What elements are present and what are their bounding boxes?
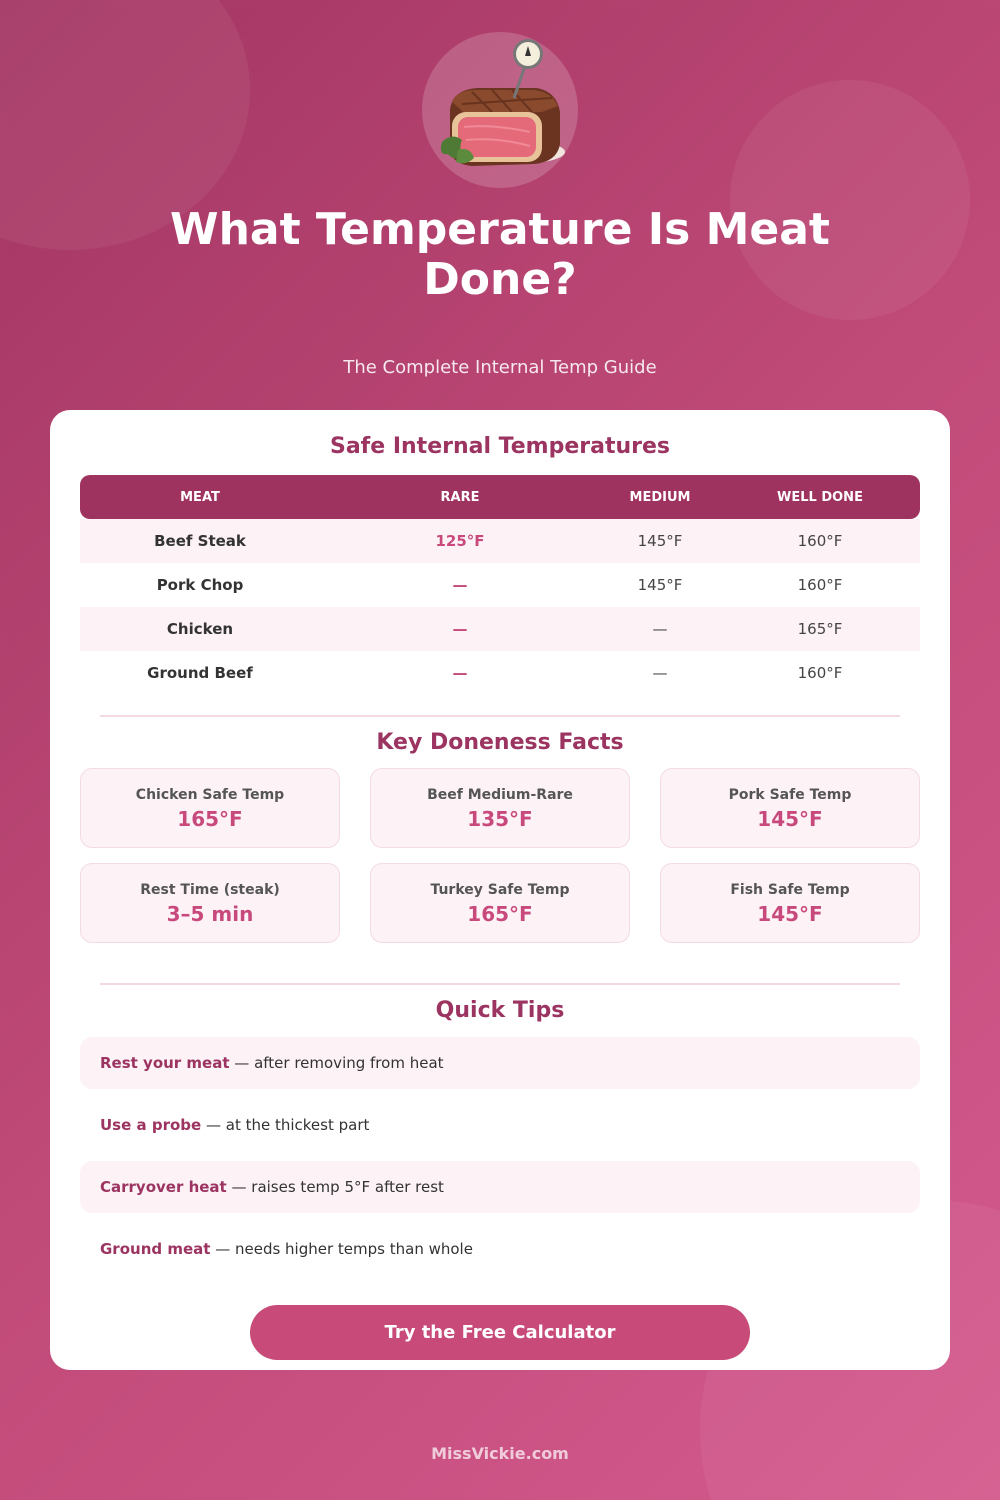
facts-grid	[80, 768, 920, 943]
well-done-cell: 160°F	[797, 664, 843, 682]
tip-description: after removing from heat	[254, 1054, 444, 1072]
table-row	[80, 519, 920, 563]
column-header-medium: MEDIUM	[629, 489, 691, 505]
tip-item	[80, 1037, 920, 1089]
well-done-cell: 160°F	[797, 532, 843, 550]
tip-separator: —	[201, 1116, 226, 1134]
tip-separator: —	[210, 1240, 235, 1258]
medium-cell: 145°F	[637, 576, 683, 594]
steak-with-thermometer-icon	[422, 32, 578, 188]
column-header-meat: MEAT	[180, 489, 220, 505]
temps-section-title: Safe Internal Temperatures	[329, 434, 671, 459]
tips-section-title: Quick Tips	[435, 998, 565, 1023]
fact-value: 145°F	[757, 807, 823, 831]
hero-image-badge	[422, 32, 578, 188]
fact-card	[370, 768, 630, 848]
tip-description: needs higher temps than whole	[234, 1240, 473, 1258]
fact-card	[660, 863, 920, 943]
meat-cell: Pork Chop	[156, 576, 244, 594]
table-row	[80, 563, 920, 607]
tip-separator: —	[226, 1178, 252, 1196]
rare-cell: —	[452, 664, 468, 682]
page-title: What Temperature Is Meat Done?	[170, 204, 830, 305]
well-done-cell: 160°F	[797, 576, 843, 594]
fact-value: 165°F	[177, 807, 243, 831]
page-subtitle: The Complete Internal Temp Guide	[343, 357, 657, 378]
fact-label: Rest Time (steak)	[140, 882, 280, 898]
medium-cell: 145°F	[637, 532, 683, 550]
table-row	[80, 651, 920, 695]
fact-card	[80, 863, 340, 943]
tip-key: Carryover heat	[100, 1178, 227, 1196]
rare-cell: 125°F	[435, 532, 485, 550]
temperature-table	[80, 475, 920, 695]
tip-description: raises temp 5°F after rest	[251, 1178, 444, 1196]
well-done-cell: 165°F	[797, 620, 843, 638]
tip-item	[80, 1161, 920, 1213]
tips-list	[80, 1037, 920, 1285]
meat-cell: Beef Steak	[154, 532, 246, 550]
facts-section-title: Key Doneness Facts	[376, 730, 624, 755]
medium-cell: —	[652, 620, 668, 638]
tip-key: Use a probe	[100, 1116, 202, 1134]
fact-card	[80, 768, 340, 848]
rare-cell: —	[452, 620, 468, 638]
meat-cell: Chicken	[166, 620, 234, 638]
tip-separator: —	[229, 1054, 255, 1072]
fact-card	[370, 863, 630, 943]
fact-value: 165°F	[467, 902, 533, 926]
fact-label: Pork Safe Temp	[728, 787, 852, 803]
fact-value: 135°F	[467, 807, 533, 831]
tip-key: Ground meat	[100, 1240, 211, 1258]
try-calculator-button[interactable]: Try the Free Calculator	[250, 1305, 750, 1360]
rare-cell: —	[452, 576, 468, 594]
fact-label: Chicken Safe Temp	[135, 787, 285, 803]
tip-key: Rest your meat	[100, 1054, 230, 1072]
content-card	[50, 410, 950, 1370]
fact-label: Turkey Safe Temp	[430, 882, 570, 898]
tip-item	[80, 1223, 920, 1275]
fact-label: Fish Safe Temp	[730, 882, 850, 898]
fact-value: 3–5 min	[166, 902, 254, 926]
tip-item	[80, 1099, 920, 1151]
tip-description: at the thickest part	[225, 1116, 370, 1134]
section-divider	[100, 983, 900, 985]
medium-cell: —	[652, 664, 668, 682]
column-header-well-done: WELL DONE	[777, 489, 863, 505]
fact-value: 145°F	[757, 902, 823, 926]
section-divider	[100, 715, 900, 717]
fact-label: Beef Medium-Rare	[427, 787, 573, 803]
fact-card	[660, 768, 920, 848]
table-header	[80, 475, 920, 519]
meat-cell: Ground Beef	[147, 664, 253, 682]
table-row	[80, 607, 920, 651]
footer-brand: MissVickie.com	[431, 1444, 569, 1463]
column-header-rare: RARE	[440, 489, 480, 505]
